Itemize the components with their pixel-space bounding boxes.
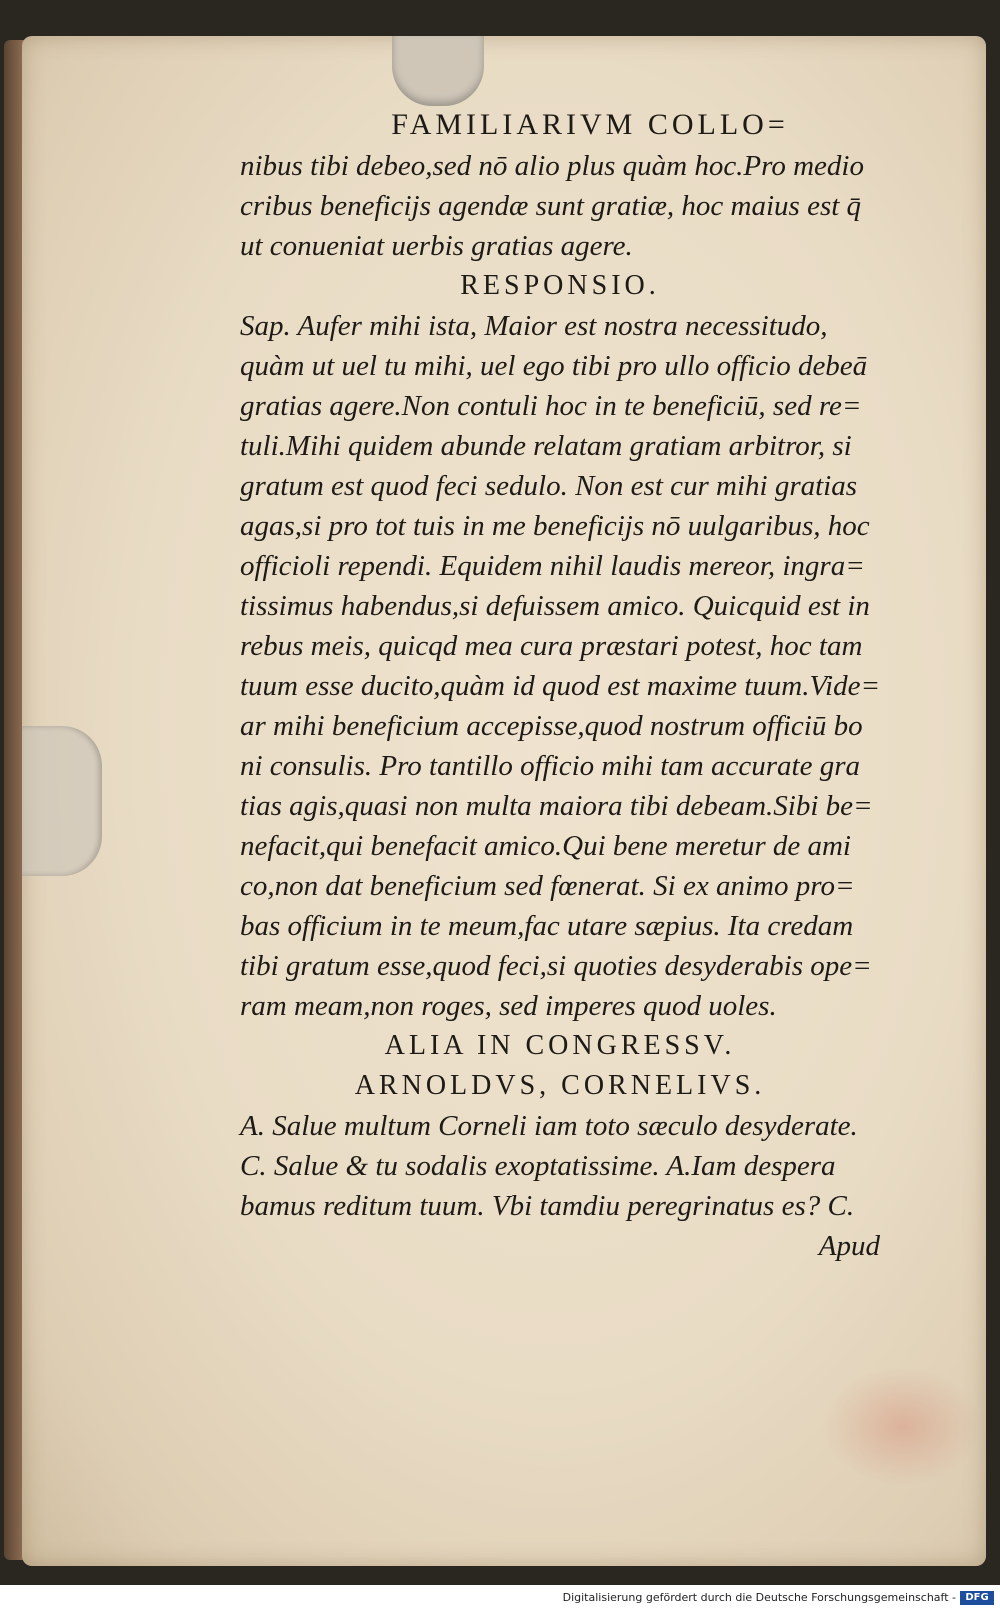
text-line: rebus meis, quicqd mea cura præstari potest, hoc tam: [240, 630, 863, 662]
dfg-logo: DFG: [960, 1591, 994, 1605]
text-line: tuum esse ducito,quàm id quod est maxime tuum.Vide=: [240, 670, 881, 702]
footer-bar: [0, 1589, 1000, 1609]
heading-alia: ALIA IN CONGRESSV.: [384, 1030, 736, 1061]
page-clip-side: [22, 726, 102, 876]
text-line: tuli.Mihi quidem abunde relatam gratiam arbitror, si: [240, 430, 852, 462]
page-text: [240, 108, 880, 1266]
text-line: gratum est quod feci sedulo. Non est cur mihi gratias: [240, 470, 858, 502]
text-line: ram meam,non roges, sed imperes quod uoles.: [240, 990, 777, 1022]
text-line: nibus tibi debeo,sed nō alio plus quàm hoc.Pro medio: [240, 150, 864, 182]
text-line: officioli rependi. Equidem nihil laudis mereor, ingra=: [240, 550, 865, 582]
running-head: FAMILIARIVM COLLO=: [391, 108, 789, 141]
catchword: Apud: [818, 1230, 880, 1262]
text-line: bamus reditum tuum. Vbi tamdiu peregrinatus es? C.: [240, 1190, 855, 1222]
text-line: agas,si pro tot tuis in me beneficijs nō uulgaribus, hoc: [240, 510, 870, 542]
funding-credit: Digitalisierung gefördert durch die Deutsche Forschungsgemeinschaft -: [562, 1591, 956, 1604]
text-line: tissimus habendus,si defuissem amico. Quicquid est in: [240, 590, 870, 622]
text-line: co,non dat beneficium sed fœnerat. Si ex animo pro=: [240, 870, 855, 902]
heading-speakers: ARNOLDVS, CORNELIVS.: [354, 1070, 766, 1101]
text-line: C. Salue & tu sodalis exoptatissime. A.Iam despera: [240, 1150, 836, 1182]
text-line: ar mihi beneficium accepisse,quod nostrum officiū bo: [240, 710, 863, 742]
text-line: ni consulis. Pro tantillo officio mihi tam accurate gra: [240, 750, 860, 782]
page-stain: [822, 1366, 982, 1486]
text-line: Sap. Aufer mihi ista, Maior est nostra necessitudo,: [240, 310, 828, 342]
text-line: A. Salue multum Corneli iam toto sæculo desyderate.: [240, 1110, 858, 1142]
text-line: cribus beneficijs agendæ sunt gratiæ, hoc maius est q̄: [240, 190, 862, 222]
text-line: ut conueniat uerbis gratias agere.: [240, 230, 633, 262]
text-line: tibi gratum esse,quod feci,si quoties desyderabis ope=: [240, 950, 872, 982]
page-clip-top: [392, 36, 484, 106]
text-line: quàm ut uel tu mihi, uel ego tibi pro ullo officio debeā: [240, 350, 868, 382]
text-line: bas officium in te meum,fac utare sæpius. Ita credam: [240, 910, 854, 942]
text-line: tias agis,quasi non multa maiora tibi debeam.Sibi be=: [240, 790, 873, 822]
text-line: nefacit,qui benefacit amico.Qui bene meretur de ami: [240, 830, 851, 862]
text-line: gratias agere.Non contuli hoc in te beneficiū, sed re=: [240, 390, 862, 422]
heading-responsio: RESPONSIO.: [460, 270, 660, 301]
